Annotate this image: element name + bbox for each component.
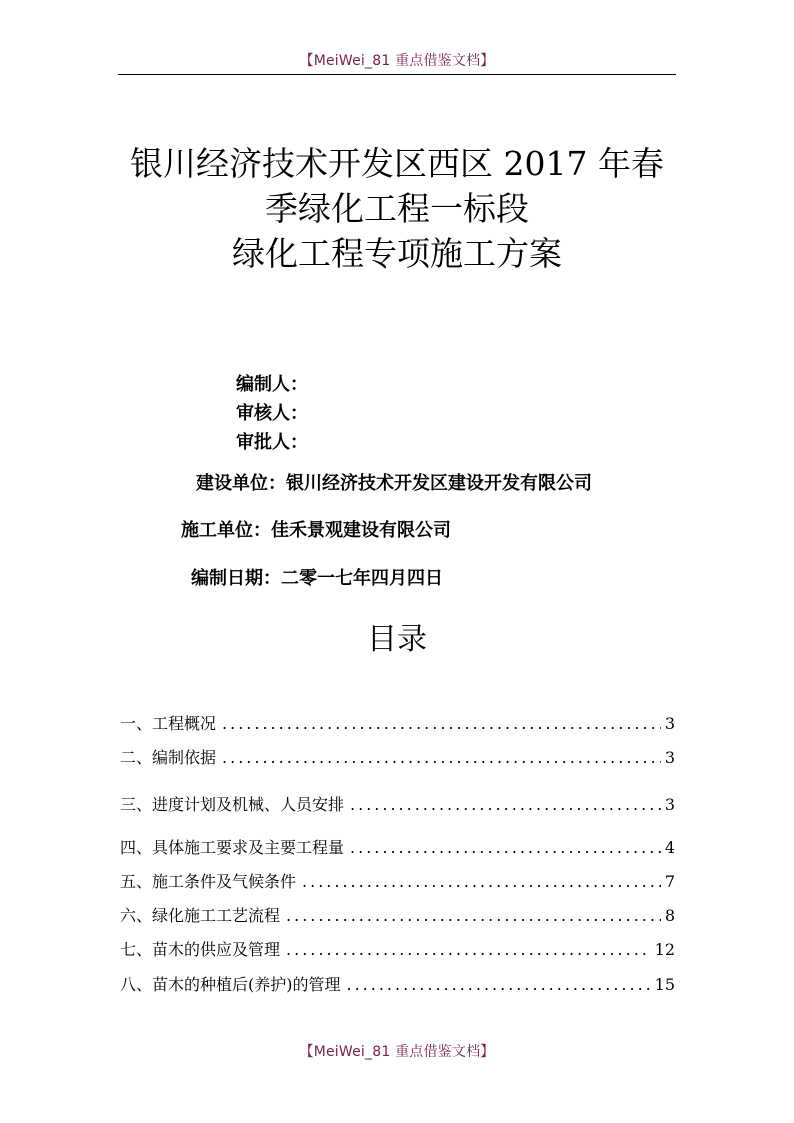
toc-entry-page: 3 <box>664 714 675 733</box>
toc-entry-page: 8 <box>664 906 675 925</box>
toc-entry-label: 七、苗木的供应及管理 <box>120 940 281 959</box>
signature-block <box>236 370 308 457</box>
toc-entry-page: 4 <box>664 838 675 857</box>
toc-leader-dots <box>222 714 661 733</box>
toc-entry[interactable] <box>120 792 675 815</box>
compiler-label: 编制人： <box>236 374 308 395</box>
footer-watermark: 【MeiWei_81 重点借鉴文档】 <box>299 1044 495 1060</box>
toc-entry-page: 12 <box>654 940 675 959</box>
header-watermark: 【MeiWei_81 重点借鉴文档】 <box>299 53 495 69</box>
toc-entry[interactable] <box>120 903 675 926</box>
toc-entry-label: 二、编制依据 <box>120 748 217 767</box>
toc-leader-dots <box>286 940 651 959</box>
toc-entry[interactable] <box>120 937 675 960</box>
title-line-2: 季绿化工程一标段 <box>265 189 529 228</box>
toc-leader-dots <box>350 838 661 857</box>
toc-entry[interactable] <box>120 972 675 995</box>
compile-date: 编制日期：二零一七年四月四日 <box>191 568 443 589</box>
title-line-1: 银川经济技术开发区西区 2017 年春 <box>130 144 664 183</box>
title-line-3: 绿化工程专项施工方案 <box>232 234 562 273</box>
toc-title: 目录 <box>367 622 427 657</box>
toc-entry-label: 一、工程概况 <box>120 714 217 733</box>
toc-leader-dots <box>286 906 661 925</box>
approver-label: 审批人： <box>236 432 308 453</box>
toc-entry-label: 八、苗木的种植后(养护)的管理 <box>120 975 341 994</box>
toc-entry-page: 7 <box>664 872 675 891</box>
toc-entry-label: 五、施工条件及气候条件 <box>120 872 297 891</box>
toc-entry-page: 3 <box>664 795 675 814</box>
toc-entry-label: 四、具体施工要求及主要工程量 <box>120 838 345 857</box>
document-title <box>60 141 734 276</box>
header-divider <box>118 74 676 75</box>
toc-leader-dots <box>222 748 661 767</box>
toc-entry-page: 15 <box>654 975 675 994</box>
toc-entry[interactable] <box>120 869 675 892</box>
toc-entry[interactable] <box>120 711 675 734</box>
toc-entry-label: 六、绿化施工工艺流程 <box>120 906 281 925</box>
reviewer-label: 审核人： <box>236 403 308 424</box>
builder-unit: 建设单位：银川经济技术开发区建设开发有限公司 <box>196 473 592 494</box>
toc-leader-dots <box>350 795 661 814</box>
toc-entry[interactable] <box>120 835 675 858</box>
toc-entry-page: 3 <box>664 748 675 767</box>
contractor-unit: 施工单位：佳禾景观建设有限公司 <box>181 520 451 541</box>
toc-leader-dots <box>347 975 651 994</box>
toc-entry[interactable] <box>120 745 675 768</box>
toc-leader-dots <box>302 872 661 891</box>
toc-entry-label: 三、进度计划及机械、人员安排 <box>120 795 345 814</box>
